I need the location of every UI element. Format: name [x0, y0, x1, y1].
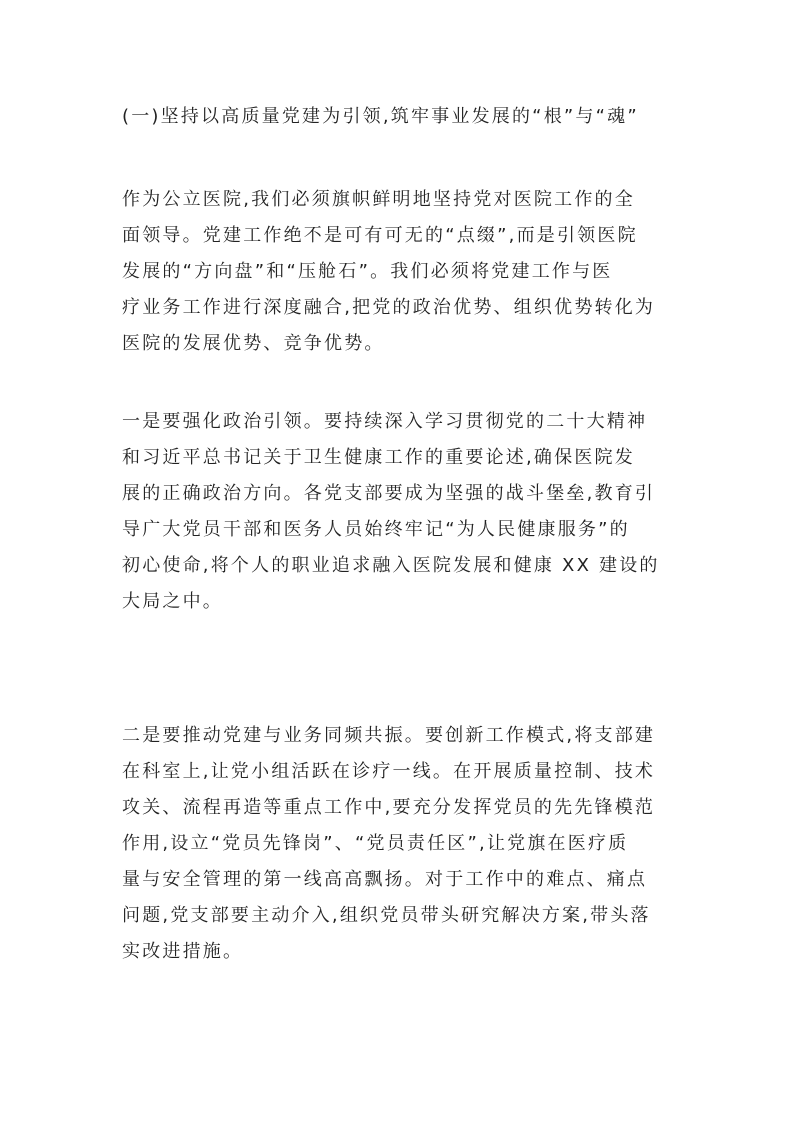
- paragraph-line: 二是要推动党建与业务同频共振。要创新工作模式,将支部建: [122, 725, 656, 746]
- paragraph-line: 发展的“方向盘”和“压舱石”。我们必须将党建工作与医: [122, 261, 613, 282]
- paragraph-line: 作用,设立“党员先锋岗”、“党员责任区”,让党旗在医疗质: [122, 833, 629, 854]
- paragraph-line: 导广大党员干部和医务人员始终牢记“为人民健康服务”的: [122, 519, 630, 540]
- paragraph-hospital-party-leadership: [122, 182, 678, 362]
- paragraph-party-business-integration: [122, 718, 678, 970]
- paragraph-political-guidance: [122, 404, 678, 620]
- paragraph-line: 和习近平总书记关于卫生健康工作的重要论述,确保医院发: [122, 447, 635, 468]
- paragraph-line: 初心使命,将个人的职业追求融入医院发展和健康 XX 建设的: [122, 555, 660, 576]
- paragraph-line: 展的正确政治方向。各党支部要成为坚强的战斗堡垒,教育引: [122, 483, 656, 504]
- paragraph-line: 医院的发展优势、竞争优势。: [122, 333, 385, 354]
- paragraph-line: 面领导。党建工作绝不是可有可无的“点缀”,而是引领医院: [122, 225, 638, 246]
- heading-line: (一)坚持以高质量党建为引领,筑牢事业发展的“根”与“魂”: [122, 106, 639, 127]
- section-heading: [122, 99, 678, 135]
- paragraph-line: 量与安全管理的第一线高高飘扬。对于工作中的难点、痛点: [122, 869, 648, 890]
- paragraph-line: 大局之中。: [122, 591, 223, 612]
- paragraph-line: 疗业务工作进行深度融合,把党的政治优势、组织优势转化为: [122, 297, 656, 318]
- paragraph-line: 攻关、流程再造等重点工作中,要充分发挥党员的先先锋模范: [122, 797, 656, 818]
- paragraph-line: 在科室上,让党小组活跃在诊疗一线。在开展质量控制、技术: [122, 761, 656, 782]
- paragraph-line: 作为公立医院,我们必须旗帜鲜明地坚持党对医院工作的全: [122, 189, 635, 210]
- paragraph-line: 问题,党支部要主动介入,组织党员带头研究解决方案,带头落: [122, 905, 651, 926]
- paragraph-line: 实改进措施。: [122, 941, 244, 962]
- paragraph-line: 一是要强化政治引领。要持续深入学习贯彻党的二十大精神: [122, 411, 648, 432]
